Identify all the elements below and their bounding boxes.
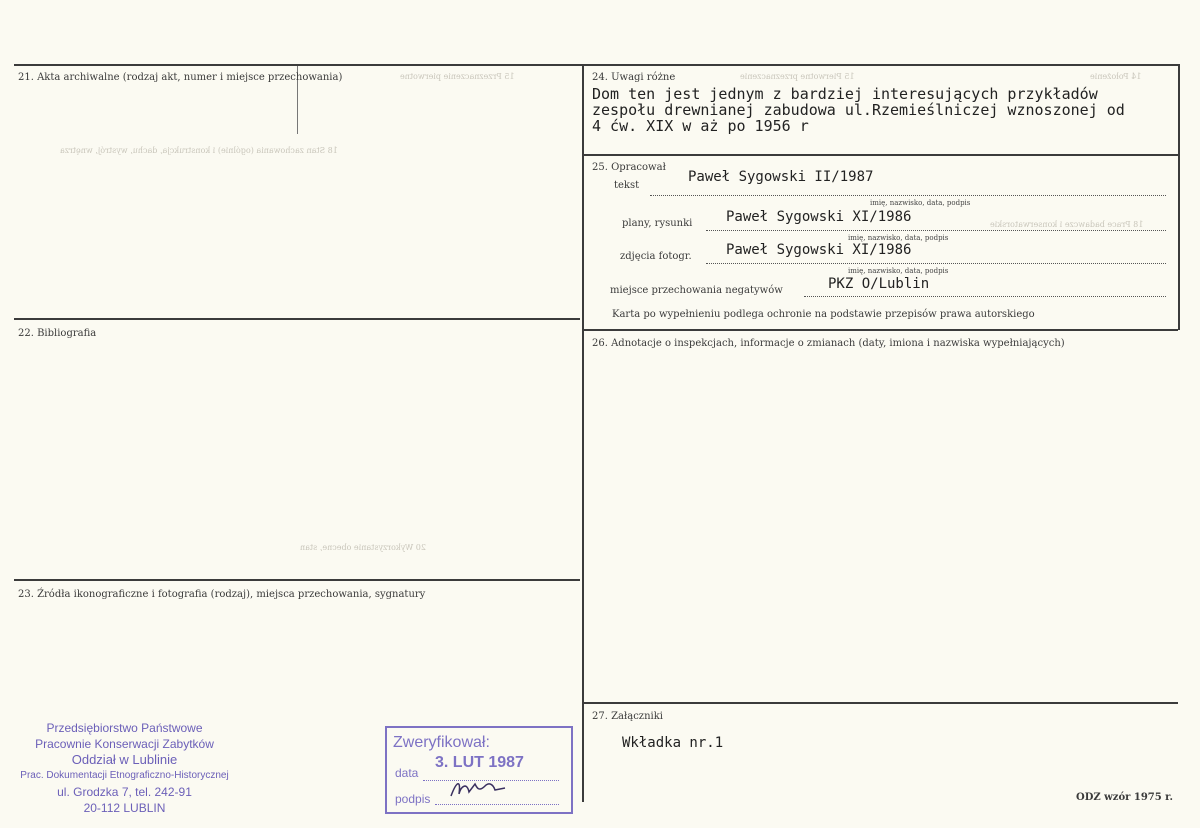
field-26-label: 26. Adnotacje o inspekcjach, informacje o zmianach (daty, imiona i nazwiska wypełniających) — [592, 338, 1065, 349]
top-rule — [14, 64, 1180, 66]
plany-caption: imię, nazwisko, data, podpis — [848, 234, 949, 242]
rule-right-3 — [584, 702, 1178, 704]
ghost-text-4: 15 Pierwotne przeznaczenie — [740, 72, 855, 81]
plany-value: Paweł Sygowski XI/1986 — [726, 209, 912, 225]
plany-line — [706, 230, 1166, 231]
verification-podpis-label: podpis — [395, 792, 431, 806]
stamp-line-5: ul. Grodzka 7, tel. 242-91 — [57, 785, 192, 799]
verification-data-label: data — [395, 766, 419, 780]
field-23-label: 23. Źródła ikonograficzne i fotografia (rodzaj), miejsca przechowania, sygnatury — [18, 589, 426, 600]
negatywy-line — [804, 296, 1166, 297]
tekst-line — [650, 195, 1166, 196]
zalaczniki-value: Wkładka nr.1 — [622, 735, 724, 751]
verification-data-value: 3. LUT 1987 — [435, 754, 524, 771]
rule-right-2 — [584, 329, 1178, 331]
signature-mark — [449, 778, 509, 800]
negatywy-label: miejsce przechowania negatywów — [610, 285, 783, 296]
verification-stamp — [385, 726, 573, 814]
zdjecia-caption: imię, nazwisko, data, podpis — [848, 267, 949, 275]
field-24-label: 24. Uwagi różne — [592, 72, 676, 83]
institution-stamp — [12, 720, 237, 816]
right-border — [1178, 64, 1180, 330]
field-21-label: 21. Akta archiwalne (rodzaj akt, numer i miejsce przechowania) — [18, 72, 343, 83]
tekst-label: tekst — [614, 180, 640, 191]
uwagi-text: Dom ten jest jednym z bardziej interesujących przykładów zespołu drewnianej zabudowa ul.Rzemieślniczej wznoszonej od 4 ćw. XIX w aż po 1956 r — [592, 85, 1125, 135]
ghost-text-1: 15 Przeznaczenie pierwotne — [400, 72, 515, 81]
ghost-text-2: 18 Stan zachowania (ogólnie) i konstrukcja, dachu, wystrój, wnętrza — [60, 146, 338, 155]
tekst-caption: imię, nazwisko, data, podpis — [870, 199, 971, 207]
stamp-line-2: Pracownie Konserwacji Zabytków — [35, 737, 214, 751]
rule-left-1 — [14, 318, 580, 320]
field-22-label: 22. Bibliografia — [18, 328, 97, 339]
zdjecia-label: zdjęcia fotogr. — [620, 251, 692, 262]
stamp-line-3: Oddział w Lublinie — [71, 752, 178, 767]
stamp-line-6: 20-112 LUBLIN — [83, 801, 166, 815]
tekst-value: Paweł Sygowski II/1987 — [688, 169, 874, 185]
field-25-label: 25. Opracował — [592, 162, 666, 173]
verification-podpis-line — [435, 804, 559, 805]
stamp-line-4: Prac. Dokumentacji Etnograficzno-Historycznej — [20, 770, 229, 781]
ghost-text-5: 18 Prace badawcze i konserwatorskie — [990, 220, 1144, 229]
stamp-line-1: Przedsiębiorstwo Państwowe — [46, 721, 203, 735]
form-version: ODZ wzór 1975 r. — [1076, 792, 1174, 803]
rule-left-2 — [14, 579, 580, 581]
field-27-label: 27. Załączniki — [592, 711, 663, 722]
negatywy-value: PKZ O/Lublin — [828, 276, 930, 292]
center-divider — [582, 64, 584, 802]
ghost-text-3: 14 Położenie — [1090, 72, 1142, 81]
verification-title: Zweryfikował: — [393, 734, 490, 751]
zdjecia-value: Paweł Sygowski XI/1986 — [726, 242, 912, 258]
rule-right-1 — [584, 154, 1178, 156]
ochrona-note: Karta po wypełnieniu podlega ochronie na podstawie przepisów prawa autorskiego — [612, 309, 1035, 320]
ghost-text-6: 20 Wykorzystanie obecne, stan — [300, 543, 426, 552]
zdjecia-line — [706, 263, 1166, 264]
plany-label: plany, rysunki — [622, 218, 693, 229]
